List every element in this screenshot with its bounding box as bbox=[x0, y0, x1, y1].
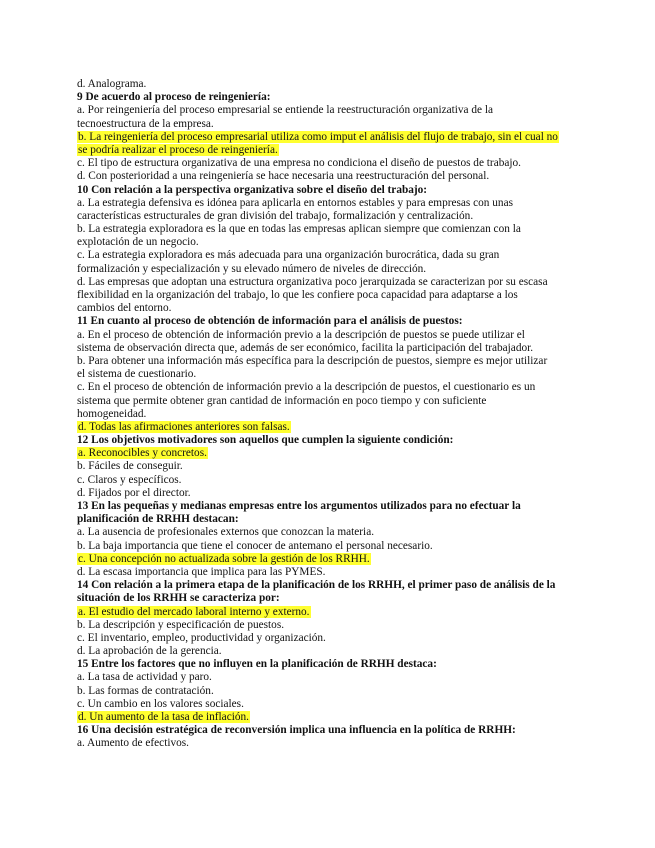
text-line bbox=[77, 302, 577, 315]
highlight-span: d. Todas las afirmaciones anteriores son falsas. bbox=[78, 420, 290, 433]
line-text: 10 Con relación a la perspectiva organizativa sobre el diseño del trabajo: bbox=[77, 183, 428, 196]
question-heading-line bbox=[77, 91, 577, 104]
line-text: d. La aprobación de la gerencia. bbox=[77, 645, 222, 658]
text-line bbox=[77, 566, 577, 579]
line-text: 11 En cuanto al proceso de obtención de información para el análisis de puestos: bbox=[77, 315, 463, 328]
text-line bbox=[77, 289, 577, 302]
line-text: a. Aumento de efectivos. bbox=[77, 737, 189, 750]
line-text: el sistema de cuestionario. bbox=[77, 368, 197, 381]
line-text: 13 En las pequeñas y medianas empresas entre los argumentos utilizados para no efectuar la bbox=[77, 500, 521, 512]
line-text: a. En el proceso de obtención de información previo a la descripción de puestos se puede utilizar el bbox=[77, 328, 525, 341]
text-line bbox=[77, 249, 577, 262]
question-heading-line bbox=[77, 592, 577, 605]
text-line bbox=[77, 329, 577, 342]
line-text: c. La estrategia exploradora es más adecuada para una organización burocrática, dada su gran bbox=[77, 249, 500, 262]
text-line bbox=[77, 197, 577, 210]
line-text: b. La estrategia exploradora es la que en todas las empresas aplican siempre que comienzan con la bbox=[77, 223, 521, 236]
highlighted-answer-line bbox=[77, 606, 577, 619]
text-line bbox=[77, 368, 577, 381]
line-text: características estructurales de gran división del trabajo, formalización y centralización. bbox=[77, 209, 474, 222]
text-line bbox=[77, 474, 577, 487]
line-text: situación de los RRHH se caracteriza por: bbox=[77, 592, 280, 605]
text-line bbox=[77, 737, 577, 750]
text-line bbox=[77, 685, 577, 698]
highlighted-answer-line bbox=[77, 131, 577, 144]
text-line bbox=[77, 355, 577, 368]
line-text: explotación de un negocio. bbox=[77, 236, 199, 249]
text-line bbox=[77, 236, 577, 249]
highlight-span: b. La reingeniería del proceso empresarial utiliza como imput el análisis del flujo de trabajo, sin el cual no bbox=[78, 130, 558, 143]
text-line bbox=[77, 632, 577, 645]
highlighted-answer-line bbox=[77, 144, 577, 157]
document-body bbox=[77, 78, 577, 751]
line-text: planificación de RRHH destacan: bbox=[77, 513, 239, 526]
question-heading-line bbox=[77, 513, 577, 526]
line-text: c. En el proceso de obtención de información previo a la descripción de puestos, el cuestionario es un bbox=[77, 381, 536, 394]
line-text: 14 Con relación a la primera etapa de la planificación de los RRHH, el primer paso de análisis de la bbox=[77, 579, 556, 592]
line-text: a. La estrategia defensiva es idónea para aplicarla en entornos estables y para empresas con unas bbox=[77, 196, 513, 209]
line-text: cambios del entorno. bbox=[77, 302, 172, 315]
line-text: formalización y especialización y su elevado número de niveles de dirección. bbox=[77, 262, 427, 275]
text-line bbox=[77, 395, 577, 408]
text-line bbox=[77, 381, 577, 394]
text-line bbox=[77, 460, 577, 473]
question-heading-line bbox=[77, 724, 577, 737]
line-text: 12 Los objetivos motivadores son aquellos que cumplen la siguiente condición: bbox=[77, 434, 454, 447]
highlight-span: a. El estudio del mercado laboral interno y externo. bbox=[78, 605, 310, 618]
line-text: sistema que permite obtener gran cantidad de información en poco tiempo y con suficiente bbox=[77, 394, 487, 407]
line-text: sistema de observación directa que, además de ser económico, facilita la participación del trabajador. bbox=[77, 341, 534, 354]
text-line bbox=[77, 645, 577, 658]
line-text: c. El inventario, empleo, productividad y organización. bbox=[77, 631, 326, 644]
line-text: a. Por reingeniería del proceso empresarial se entiende la reestructuración organizativa de la bbox=[77, 104, 494, 117]
highlighted-answer-line bbox=[77, 447, 577, 460]
question-heading-line bbox=[77, 434, 577, 447]
highlight-span: a. Reconocibles y concretos. bbox=[78, 447, 207, 460]
line-text: 9 De acuerdo al proceso de reingeniería: bbox=[77, 91, 271, 104]
line-text: tecnoestructura de la empresa. bbox=[77, 117, 214, 130]
text-line bbox=[77, 210, 577, 223]
line-text: c. El tipo de estructura organizativa de una empresa no condiciona el diseño de puestos de trabajo. bbox=[77, 157, 521, 170]
text-line bbox=[77, 619, 577, 632]
text-line bbox=[77, 526, 577, 539]
line-text: a. La ausencia de profesionales externos que conozcan la materia. bbox=[77, 526, 375, 539]
text-line bbox=[77, 170, 577, 183]
highlighted-answer-line bbox=[77, 421, 577, 434]
text-line bbox=[77, 276, 577, 289]
question-heading-line bbox=[77, 579, 577, 592]
text-line bbox=[77, 408, 577, 421]
question-heading-line bbox=[77, 658, 577, 671]
line-text: b. Fáciles de conseguir. bbox=[77, 460, 183, 473]
line-text: d. Analograma. bbox=[77, 78, 147, 90]
line-text: 16 Una decisión estratégica de reconversión implica una influencia en la política de RRHH: bbox=[77, 724, 516, 737]
line-text: c. Un cambio en los valores sociales. bbox=[77, 697, 244, 710]
text-line bbox=[77, 157, 577, 170]
text-line bbox=[77, 263, 577, 276]
text-line bbox=[77, 223, 577, 236]
text-line bbox=[77, 671, 577, 684]
line-text: b. Las formas de contratación. bbox=[77, 684, 214, 697]
line-text: b. La baja importancia que tiene el conocer de antemano el personal necesario. bbox=[77, 539, 433, 552]
highlight-span: c. Una concepción no actualizada sobre la gestión de los RRHH. bbox=[78, 552, 370, 565]
text-line bbox=[77, 342, 577, 355]
line-text: 15 Entre los factores que no influyen en la planificación de RRHH destaca: bbox=[77, 658, 437, 671]
line-text: b. La descripción y especificación de puestos. bbox=[77, 618, 285, 631]
question-heading-line bbox=[77, 500, 577, 513]
line-text: d. Las empresas que adoptan una estructura organizativa poco jerarquizada se caracterizan por su escasa bbox=[77, 275, 548, 288]
text-line bbox=[77, 78, 577, 91]
text-line bbox=[77, 487, 577, 500]
highlight-span: se podría realizar el proceso de reingeniería. bbox=[78, 143, 278, 156]
line-text: a. La tasa de actividad y paro. bbox=[77, 671, 212, 684]
line-text: flexibilidad en la organización del trabajo, lo que les confiere poca capacidad para adaptarse a los bbox=[77, 289, 518, 301]
question-heading-line bbox=[77, 315, 577, 328]
line-text: d. La escasa importancia que implica para las PYMES. bbox=[77, 565, 326, 578]
text-line bbox=[77, 540, 577, 553]
text-line bbox=[77, 118, 577, 131]
line-text: d. Con posterioridad a una reingeniería se hace necesaria una reestructuración del personal. bbox=[77, 170, 490, 183]
line-text: d. Fijados por el director. bbox=[77, 486, 191, 499]
line-text: c. Claros y específicos. bbox=[77, 473, 182, 486]
text-line bbox=[77, 698, 577, 711]
text-line bbox=[77, 104, 577, 117]
highlighted-answer-line bbox=[77, 553, 577, 566]
line-text: homogeneidad. bbox=[77, 407, 147, 420]
line-text: b. Para obtener una información más específica para la descripción de puestos, siempre es mejor utilizar bbox=[77, 354, 548, 367]
highlight-span: d. Un aumento de la tasa de inflación. bbox=[78, 711, 249, 723]
question-heading-line bbox=[77, 184, 577, 197]
highlighted-answer-line bbox=[77, 711, 577, 724]
